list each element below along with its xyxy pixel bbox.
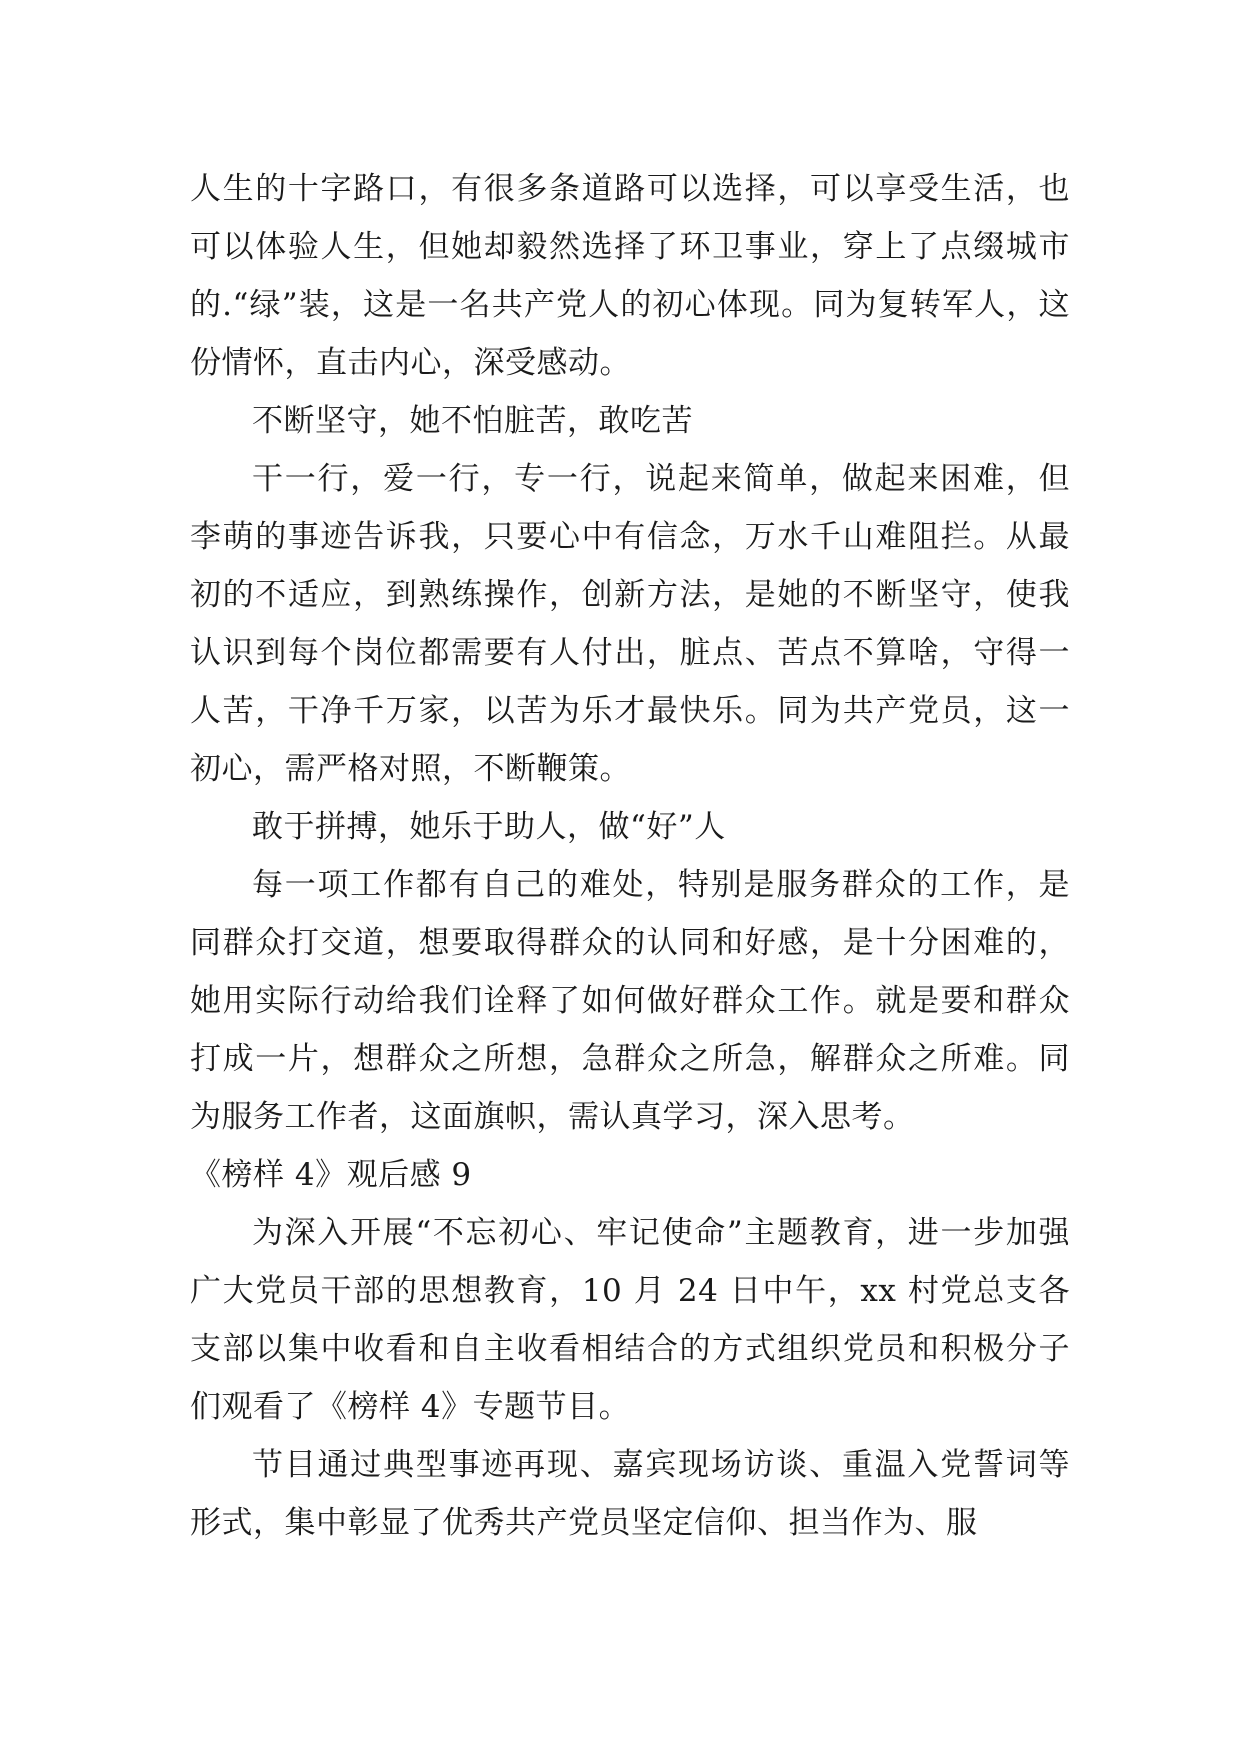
section-heading-helping: 敢于拼搏，她乐于助人，做“好”人	[252, 809, 726, 845]
paragraph-persistence: 干一行，爱一行，专一行，说起来简单，做起来困难，但李萌的事迹告诉我，只要心中有信念，万水千山难阻拦。从最初的不适应，到熟练操作，创新方法，是她的不断坚守，使我认识到每个岗位都需要有人付出，脏点、苦点不算啥，守得一人苦，干净千万家，以苦为乐才最快乐。同为共产党员，这一初心，需严格对照，不断鞭策。	[190, 461, 1070, 787]
section-heading-persistence: 不断坚守，她不怕脏苦，敢吃苦	[252, 403, 693, 439]
paragraph-continuation: 人生的十字路口，有很多条道路可以选择，可以享受生活，也可以体验人生，但她却毅然选择了环卫事业，穿上了点缀城市的.“绿”装，这是一名共产党人的初心体现。同为复转军人，这份情怀，直击内心，深受感动。	[190, 171, 1070, 381]
paragraph-program: 节目通过典型事迹再现、嘉宾现场访谈、重温入党誓词等形式，集中彰显了优秀共产党员坚定信仰、担当作为、服	[190, 1447, 1070, 1541]
paragraph-helping: 每一项工作都有自己的难处，特别是服务群众的工作，是同群众打交道，想要取得群众的认同和好感，是十分困难的，她用实际行动给我们诠释了如何做好群众工作。就是要和群众打成一片，想群众之所想，急群众之所急，解群众之所难。同为服务工作者，这面旗帜，需认真学习，深入思考。	[190, 867, 1070, 1135]
document-body	[190, 160, 1070, 1552]
article-title: 《榜样 4》观后感 9	[190, 1157, 472, 1193]
paragraph-intro: 为深入开展“不忘初心、牢记使命”主题教育，进一步加强广大党员干部的思想教育，10 月 24 日中午，xx 村党总支各支部以集中收看和自主收看相结合的方式组织党员和积极分子们观看了《榜样 4》专题节目。	[190, 1215, 1070, 1425]
